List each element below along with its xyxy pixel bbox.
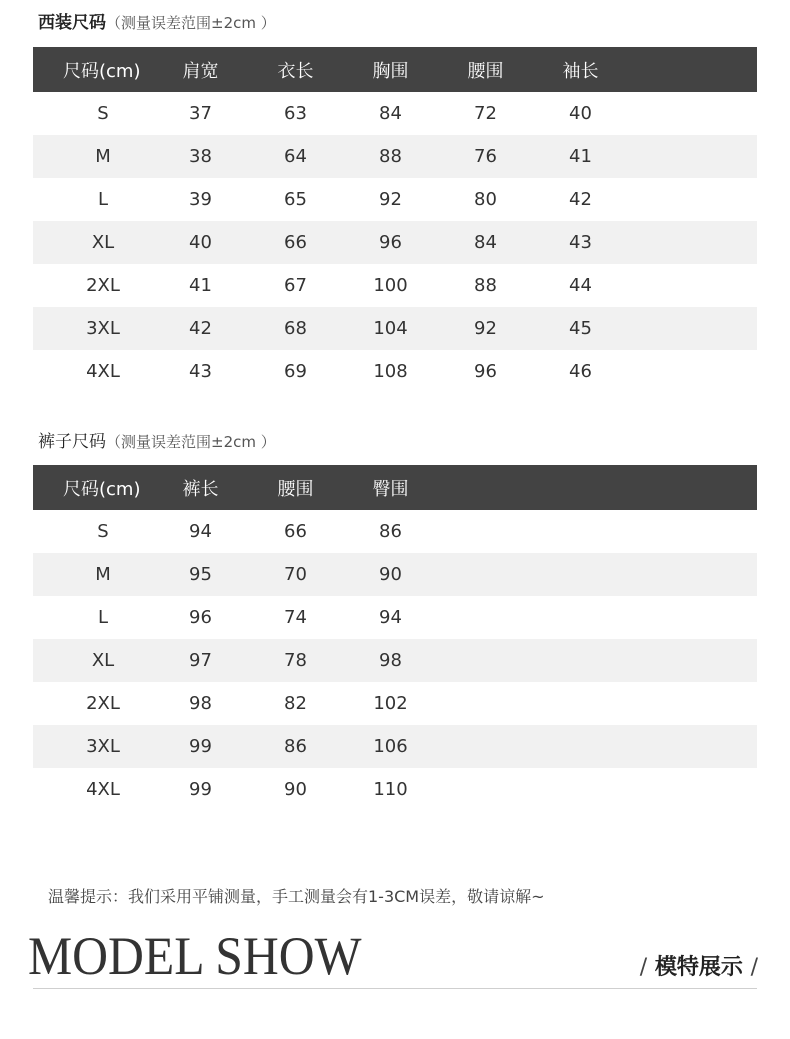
size-cell: M: [95, 564, 111, 585]
value-cell: 104: [373, 318, 408, 339]
suit-size-note: （测量误差范围±2cm ）: [106, 14, 276, 32]
suit-header-length: 衣长: [277, 60, 314, 82]
value-cell: 86: [284, 736, 307, 757]
table-row: [33, 135, 757, 178]
value-cell: 43: [569, 232, 592, 253]
size-cell: L: [97, 189, 109, 210]
table-row: [33, 768, 757, 811]
value-cell: 37: [189, 103, 212, 124]
divider-line: [33, 988, 757, 989]
value-cell: 88: [379, 146, 402, 167]
value-cell: 42: [189, 318, 212, 339]
value-cell: 41: [569, 146, 592, 167]
size-cell: 4XL: [86, 779, 120, 800]
table-row: [33, 553, 757, 596]
value-cell: 106: [373, 736, 408, 757]
value-cell: 96: [189, 607, 212, 628]
value-cell: 40: [569, 103, 592, 124]
value-cell: 80: [474, 189, 497, 210]
value-cell: 84: [379, 103, 402, 124]
value-cell: 42: [569, 189, 592, 210]
value-cell: 40: [189, 232, 212, 253]
pants-header-length: 裤长: [182, 478, 219, 500]
measurement-tip: 温馨提示：我们采用平铺测量，手工测量会有1-3CM误差，敬请谅解~: [48, 887, 545, 906]
table-row: [33, 178, 757, 221]
suit-header-waist: 腰围: [467, 60, 504, 82]
table-row: [33, 682, 757, 725]
value-cell: 65: [284, 189, 307, 210]
value-cell: 100: [373, 275, 408, 296]
value-cell: 43: [189, 361, 212, 382]
pants-size-table: [33, 465, 757, 811]
size-cell: 2XL: [86, 693, 120, 714]
value-cell: 66: [284, 232, 307, 253]
size-cell: XL: [91, 232, 115, 253]
size-cell: L: [97, 607, 109, 628]
pants-header-size: 尺码(cm): [63, 478, 141, 500]
value-cell: 67: [284, 275, 307, 296]
value-cell: 108: [373, 361, 408, 382]
value-cell: 68: [284, 318, 307, 339]
value-cell: 99: [189, 779, 212, 800]
value-cell: 76: [474, 146, 497, 167]
value-cell: 94: [379, 607, 402, 628]
slash-right: /: [750, 955, 758, 980]
value-cell: 96: [474, 361, 497, 382]
size-cell: S: [97, 103, 109, 124]
slash-left: /: [639, 955, 648, 980]
pants-header-hip: 臀围: [372, 478, 409, 500]
size-cell: 3XL: [86, 318, 120, 339]
suit-header-sleeve: 袖长: [562, 60, 599, 82]
table-row: [33, 221, 757, 264]
pants-header-row: [33, 465, 757, 510]
size-cell: M: [95, 146, 111, 167]
value-cell: 41: [189, 275, 212, 296]
value-cell: 90: [379, 564, 402, 585]
value-cell: 90: [284, 779, 307, 800]
suit-size-title-text: 西装尺码: [38, 13, 106, 33]
value-cell: 70: [284, 564, 307, 585]
value-cell: 38: [189, 146, 212, 167]
table-row: [33, 307, 757, 350]
value-cell: 86: [379, 521, 402, 542]
model-show-subtitle: [640, 950, 758, 981]
value-cell: 45: [569, 318, 592, 339]
value-cell: 92: [474, 318, 497, 339]
value-cell: 39: [189, 189, 212, 210]
value-cell: 46: [569, 361, 592, 382]
size-cell: S: [97, 521, 109, 542]
value-cell: 95: [189, 564, 212, 585]
value-cell: 96: [379, 232, 402, 253]
model-show-subtitle-text: 模特展示: [654, 955, 743, 980]
table-row: [33, 264, 757, 307]
table-row: [33, 510, 757, 553]
suit-size-table: [33, 47, 757, 393]
value-cell: 94: [189, 521, 212, 542]
value-cell: 66: [284, 521, 307, 542]
pants-size-title: [38, 427, 276, 452]
suit-size-title: [38, 8, 276, 33]
value-cell: 99: [189, 736, 212, 757]
table-row: [33, 725, 757, 768]
suit-header-chest: 胸围: [372, 60, 409, 82]
size-cell: 2XL: [86, 275, 120, 296]
table-row: [33, 92, 757, 135]
suit-header-size: 尺码(cm): [63, 60, 141, 82]
table-row: [33, 639, 757, 682]
model-show-title: MODEL SHOW: [28, 926, 362, 986]
size-cell: 3XL: [86, 736, 120, 757]
value-cell: 69: [284, 361, 307, 382]
value-cell: 72: [474, 103, 497, 124]
value-cell: 74: [284, 607, 307, 628]
pants-header-waist: 腰围: [277, 478, 314, 500]
value-cell: 92: [379, 189, 402, 210]
suit-header-shoulder: 肩宽: [182, 60, 219, 82]
table-row: [33, 596, 757, 639]
value-cell: 88: [474, 275, 497, 296]
size-cell: 4XL: [86, 361, 120, 382]
value-cell: 110: [373, 779, 408, 800]
pants-size-title-text: 裤子尺码: [38, 432, 106, 452]
value-cell: 63: [284, 103, 307, 124]
value-cell: 98: [189, 693, 212, 714]
size-cell: XL: [91, 650, 115, 671]
value-cell: 82: [284, 693, 307, 714]
value-cell: 78: [284, 650, 307, 671]
value-cell: 97: [189, 650, 212, 671]
value-cell: 64: [284, 146, 307, 167]
value-cell: 84: [474, 232, 497, 253]
value-cell: 98: [379, 650, 402, 671]
suit-header-row: [33, 47, 757, 92]
value-cell: 44: [569, 275, 592, 296]
table-row: [33, 350, 757, 393]
value-cell: 102: [373, 693, 408, 714]
pants-size-note: （测量误差范围±2cm ）: [106, 433, 276, 451]
